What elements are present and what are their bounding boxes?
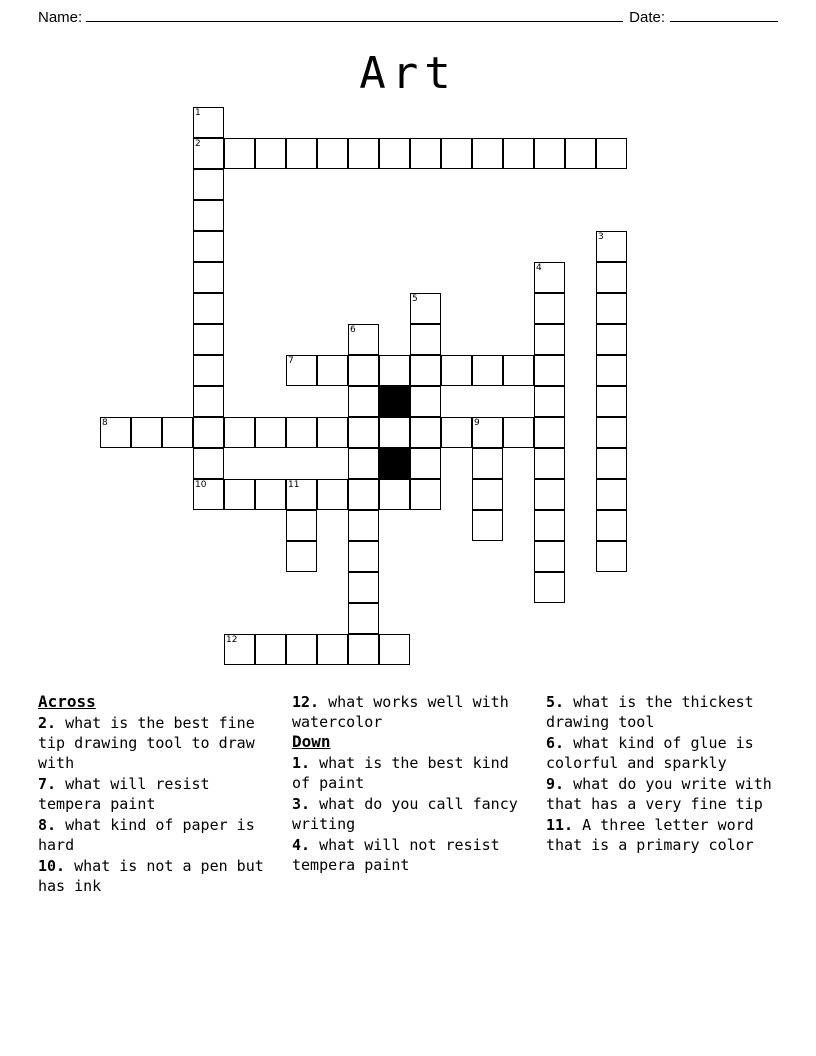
- grid-cell[interactable]: [286, 479, 317, 510]
- grid-cell[interactable]: [596, 293, 627, 324]
- grid-cell[interactable]: [317, 417, 348, 448]
- across-clue-number: 7.: [38, 775, 57, 793]
- down-clue-number: 1.: [292, 754, 311, 772]
- across-clue: [38, 856, 270, 896]
- grid-cell[interactable]: [193, 448, 224, 479]
- grid-cell[interactable]: [596, 479, 627, 510]
- across-clue: [38, 815, 270, 855]
- grid-cell-number: 7: [288, 356, 294, 366]
- grid-cell[interactable]: [410, 448, 441, 479]
- grid-cell-number: 6: [350, 325, 356, 335]
- grid-cell[interactable]: [286, 541, 317, 572]
- grid-cell-number: 11: [288, 480, 300, 490]
- grid-cell[interactable]: [503, 138, 534, 169]
- across-heading: Across: [38, 692, 96, 711]
- down-clue-number: 9.: [546, 775, 565, 793]
- grid-cell[interactable]: [100, 417, 131, 448]
- grid-cell[interactable]: [534, 262, 565, 293]
- grid-cell[interactable]: [503, 417, 534, 448]
- grid-cell[interactable]: [379, 479, 410, 510]
- grid-cell[interactable]: [534, 479, 565, 510]
- grid-cell[interactable]: [534, 355, 565, 386]
- grid-cell[interactable]: [317, 634, 348, 665]
- grid-cell[interactable]: [162, 417, 193, 448]
- grid-cell[interactable]: [410, 417, 441, 448]
- grid-cell[interactable]: [565, 138, 596, 169]
- across-clue-text: what is the best fine tip drawing tool to draw with: [38, 714, 255, 772]
- grid-cell[interactable]: [224, 417, 255, 448]
- grid-cell[interactable]: [534, 541, 565, 572]
- grid-cell[interactable]: [193, 293, 224, 324]
- grid-cell[interactable]: [348, 510, 379, 541]
- grid-cell-blocked: [379, 386, 410, 417]
- grid-cell[interactable]: [348, 634, 379, 665]
- across-clue: [38, 774, 270, 814]
- down-clue: [546, 815, 778, 855]
- grid-cell[interactable]: [410, 355, 441, 386]
- grid-cell[interactable]: [410, 138, 441, 169]
- across-clue-text: what works well with watercolor: [292, 693, 509, 731]
- grid-cell-number: 10: [195, 480, 207, 490]
- grid-cell[interactable]: [286, 510, 317, 541]
- grid-cell[interactable]: [410, 479, 441, 510]
- grid-cell[interactable]: [255, 138, 286, 169]
- name-write-line[interactable]: [86, 8, 623, 22]
- grid-cell-blocked: [379, 448, 410, 479]
- grid-cell[interactable]: [286, 417, 317, 448]
- down-clue: [546, 774, 778, 814]
- grid-cell[interactable]: [286, 634, 317, 665]
- grid-cell[interactable]: [348, 479, 379, 510]
- grid-cell[interactable]: [255, 479, 286, 510]
- down-clue-text: what do you write with that has a very fine tip: [546, 775, 772, 813]
- down-clue-text: what is the thickest drawing tool: [546, 693, 754, 731]
- grid-cell[interactable]: [379, 417, 410, 448]
- grid-cell[interactable]: [472, 448, 503, 479]
- grid-cell[interactable]: [441, 417, 472, 448]
- grid-cell[interactable]: [534, 510, 565, 541]
- down-clue: [292, 794, 524, 834]
- grid-cell-number: 1: [195, 108, 201, 118]
- grid-cell[interactable]: [410, 293, 441, 324]
- grid-cell[interactable]: [596, 324, 627, 355]
- grid-cell[interactable]: [472, 510, 503, 541]
- grid-cell[interactable]: [193, 231, 224, 262]
- grid-cell[interactable]: [410, 324, 441, 355]
- grid-cell[interactable]: [596, 262, 627, 293]
- grid-cell-number: 8: [102, 418, 108, 428]
- down-clue-text: what kind of glue is colorful and sparkly: [546, 734, 754, 772]
- grid-cell[interactable]: [596, 231, 627, 262]
- grid-cell[interactable]: [193, 107, 224, 138]
- grid-cell[interactable]: [193, 324, 224, 355]
- grid-cell[interactable]: [286, 138, 317, 169]
- grid-cell[interactable]: [224, 138, 255, 169]
- grid-cell[interactable]: [534, 138, 565, 169]
- down-clue: [292, 753, 524, 793]
- page-title: Art: [359, 48, 457, 99]
- across-clue: [292, 692, 524, 732]
- grid-cell[interactable]: [596, 417, 627, 448]
- across-clue-number: 10.: [38, 857, 66, 875]
- grid-cell[interactable]: [348, 355, 379, 386]
- across-clue-text: what is not a pen but has ink: [38, 857, 264, 895]
- grid-cell[interactable]: [193, 386, 224, 417]
- date-label: Date:: [629, 9, 665, 26]
- grid-cell[interactable]: [224, 479, 255, 510]
- down-clue-text: what will not resist tempera paint: [292, 836, 500, 874]
- grid-cell[interactable]: [193, 355, 224, 386]
- grid-cell[interactable]: [255, 417, 286, 448]
- grid-cell[interactable]: [472, 479, 503, 510]
- grid-cell[interactable]: [441, 138, 472, 169]
- grid-cell[interactable]: [410, 386, 441, 417]
- grid-cell[interactable]: [596, 448, 627, 479]
- grid-cell[interactable]: [348, 417, 379, 448]
- grid-cell-number: 4: [536, 263, 542, 273]
- across-clue: [38, 713, 270, 773]
- down-clue-text: what do you call fancy writing: [292, 795, 518, 833]
- grid-cell[interactable]: [348, 572, 379, 603]
- grid-cell-number: 9: [474, 418, 480, 428]
- grid-cell[interactable]: [472, 138, 503, 169]
- grid-cell[interactable]: [348, 448, 379, 479]
- grid-cell[interactable]: [193, 479, 224, 510]
- grid-cell[interactable]: [534, 417, 565, 448]
- grid-cell[interactable]: [379, 138, 410, 169]
- grid-cell[interactable]: [317, 355, 348, 386]
- grid-cell[interactable]: [534, 572, 565, 603]
- grid-cell[interactable]: [224, 634, 255, 665]
- grid-cell-number: 5: [412, 294, 418, 304]
- grid-cell[interactable]: [255, 634, 286, 665]
- grid-cell[interactable]: [286, 355, 317, 386]
- down-clue-text: A three letter word that is a primary color: [546, 816, 754, 854]
- across-clue-number: 12.: [292, 693, 320, 711]
- grid-cell[interactable]: [472, 417, 503, 448]
- grid-cell[interactable]: [193, 200, 224, 231]
- across-clue-text: what kind of paper is hard: [38, 816, 255, 854]
- down-clue-number: 11.: [546, 816, 574, 834]
- grid-cell[interactable]: [472, 355, 503, 386]
- name-label: Name:: [38, 9, 83, 26]
- grid-cell[interactable]: [379, 355, 410, 386]
- student-header: [38, 0, 778, 26]
- grid-cell[interactable]: [348, 324, 379, 355]
- grid-cell[interactable]: [348, 541, 379, 572]
- grid-cell[interactable]: [596, 541, 627, 572]
- across-clue-number: 2.: [38, 714, 57, 732]
- grid-cell[interactable]: [317, 138, 348, 169]
- across-clue-text: what will resist tempera paint: [38, 775, 210, 813]
- down-clue: [292, 835, 524, 875]
- grid-cell[interactable]: [534, 448, 565, 479]
- down-clue-number: 4.: [292, 836, 311, 854]
- grid-cell[interactable]: [348, 138, 379, 169]
- grid-cell[interactable]: [193, 262, 224, 293]
- grid-cell-number: 12: [226, 635, 238, 645]
- across-clue-number: 8.: [38, 816, 57, 834]
- grid-cell[interactable]: [596, 355, 627, 386]
- grid-cell[interactable]: [534, 324, 565, 355]
- grid-cell[interactable]: [534, 386, 565, 417]
- down-clue: [546, 692, 778, 732]
- grid-cell[interactable]: [131, 417, 162, 448]
- down-clue-text: what is the best kind of paint: [292, 754, 509, 792]
- down-clue-number: 3.: [292, 795, 311, 813]
- down-clue-number: 6.: [546, 734, 565, 752]
- grid-cell[interactable]: [596, 386, 627, 417]
- grid-cell-number: 3: [598, 232, 604, 242]
- grid-cell[interactable]: [348, 603, 379, 634]
- grid-cell[interactable]: [596, 510, 627, 541]
- grid-cell[interactable]: [193, 169, 224, 200]
- grid-cell[interactable]: [534, 293, 565, 324]
- clues-section: [38, 692, 778, 896]
- grid-cell[interactable]: [348, 386, 379, 417]
- grid-cell[interactable]: [317, 479, 348, 510]
- grid-cell[interactable]: [596, 138, 627, 169]
- grid-cell[interactable]: [193, 417, 224, 448]
- grid-cell[interactable]: [379, 634, 410, 665]
- grid-cell[interactable]: [503, 355, 534, 386]
- grid-cell[interactable]: [193, 138, 224, 169]
- grid-cell-number: 2: [195, 139, 201, 149]
- down-clue-number: 5.: [546, 693, 565, 711]
- down-clue: [546, 733, 778, 773]
- crossword-grid[interactable]: [38, 107, 778, 697]
- grid-cell[interactable]: [441, 355, 472, 386]
- down-heading: Down: [292, 732, 331, 751]
- date-write-line[interactable]: [670, 8, 778, 22]
